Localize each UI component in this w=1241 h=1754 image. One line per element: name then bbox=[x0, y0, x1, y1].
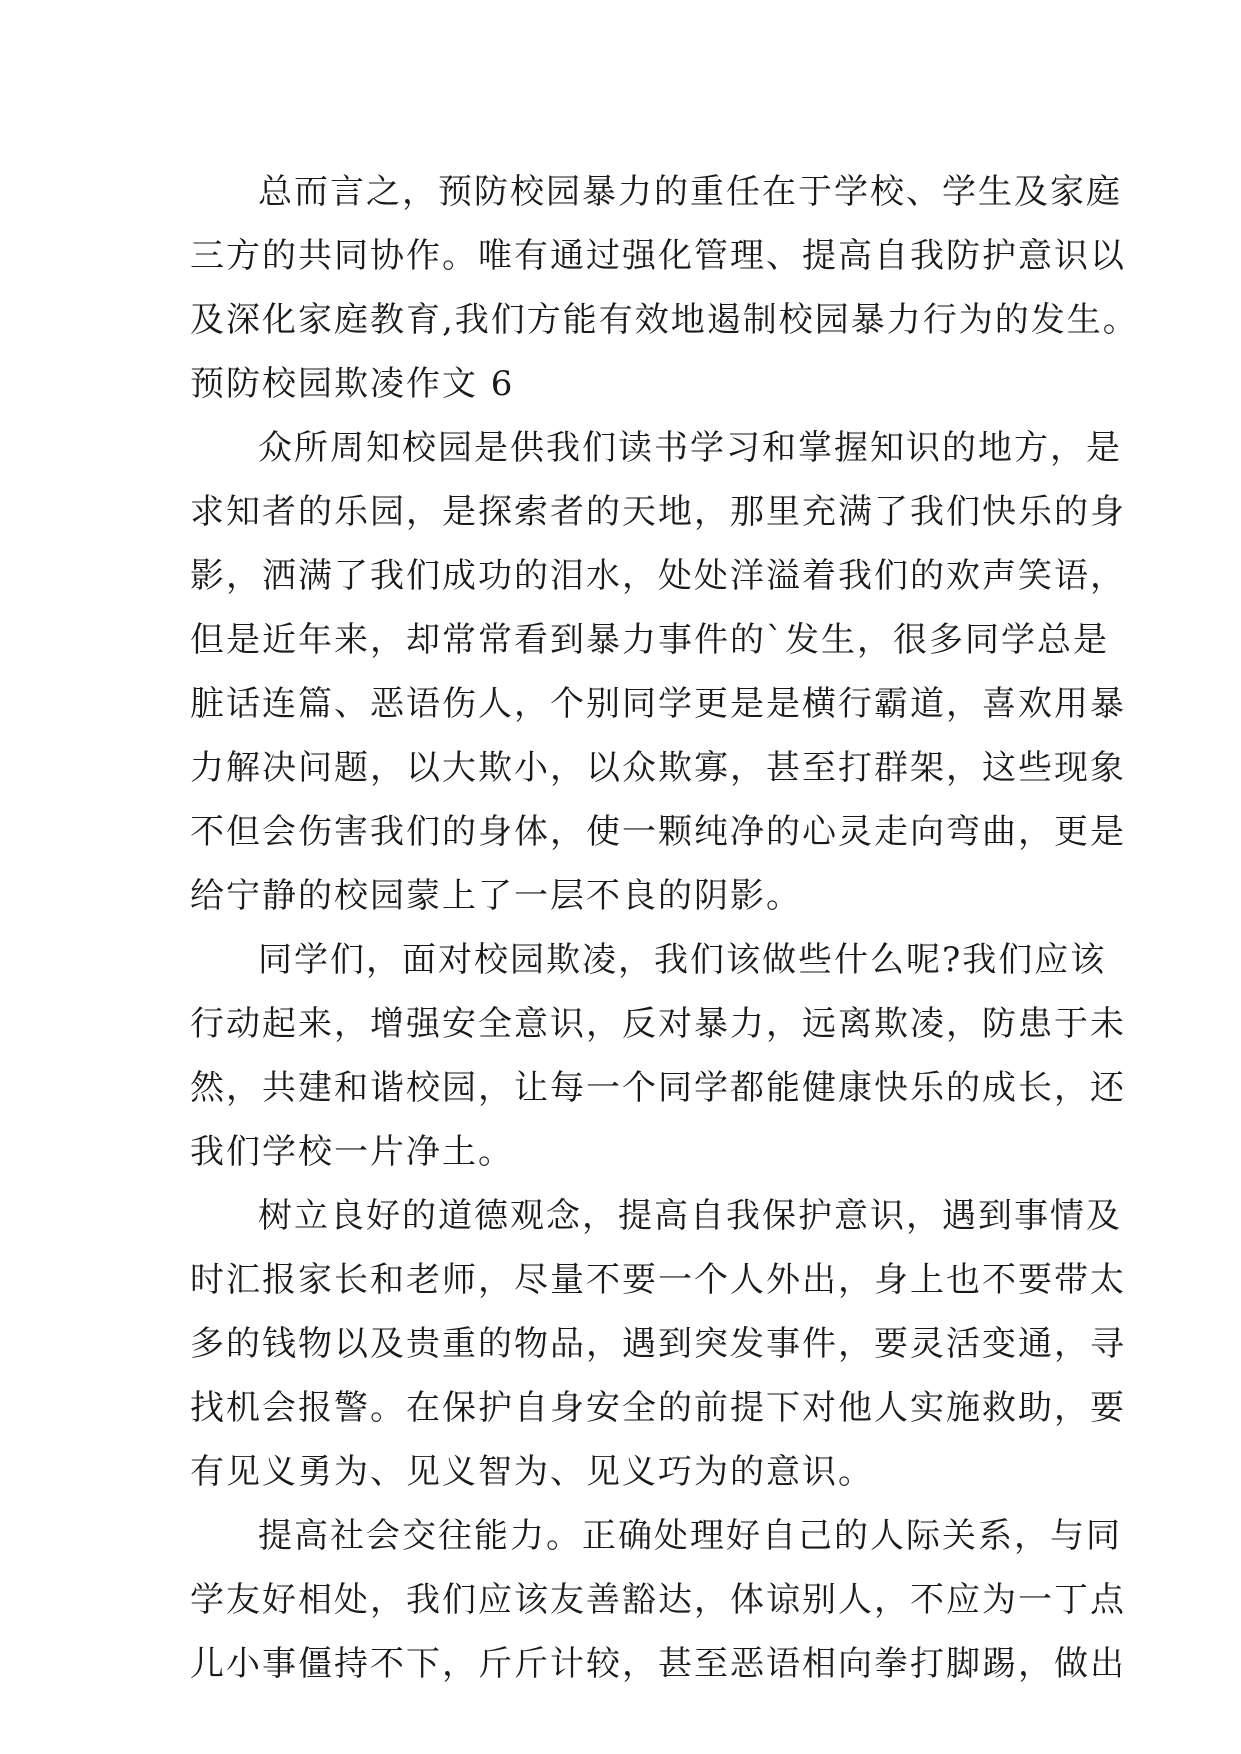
paragraph-2-line-6: 力解决问题，以大欺小，以众欺寡，甚至打群架，这些现象 bbox=[190, 748, 1126, 788]
paragraph-4-line-3: 多的钱物以及贵重的物品，遇到突发事件，要灵活变通，寻 bbox=[190, 1324, 1126, 1364]
paragraph-2-line-7: 不但会伤害我们的身体，使一颗纯净的心灵走向弯曲，更是 bbox=[190, 812, 1126, 852]
paragraph-2-line-2: 求知者的乐园，是探索者的天地，那里充满了我们快乐的身 bbox=[190, 492, 1126, 532]
paragraph-1-line-2: 三方的共同协作。唯有通过强化管理、提高自我防护意识以 bbox=[190, 236, 1126, 276]
paragraph-1-line-3: 及深化家庭教育,我们方能有效地遏制校园暴力行为的发生。 bbox=[190, 300, 1139, 340]
section-heading: 预防校园欺凌作文 6 bbox=[190, 364, 515, 404]
paragraph-4-line-5: 有见义勇为、见义智为、见义巧为的意识。 bbox=[190, 1452, 874, 1492]
paragraph-3-line-4: 我们学校一片净土。 bbox=[190, 1132, 514, 1172]
paragraph-3-line-2: 行动起来，增强安全意识，反对暴力，远离欺凌，防患于未 bbox=[190, 1004, 1126, 1044]
document-body bbox=[190, 160, 1139, 1696]
paragraph-2-line-8: 给宁静的校园蒙上了一层不良的阴影。 bbox=[190, 876, 802, 916]
paragraph-4-line-1: 树立良好的道德观念，提高自我保护意识，遇到事情及 bbox=[258, 1196, 1122, 1236]
paragraph-3-line-1: 同学们，面对校园欺凌，我们该做些什么呢?我们应该 bbox=[258, 940, 1107, 980]
paragraph-2-line-3: 影，洒满了我们成功的泪水，处处洋溢着我们的欢声笑语， bbox=[190, 556, 1126, 596]
paragraph-3-line-3: 然，共建和谐校园，让每一个同学都能健康快乐的成长，还 bbox=[190, 1068, 1126, 1108]
paragraph-1-line-1: 总而言之，预防校园暴力的重任在于学校、学生及家庭 bbox=[258, 172, 1122, 212]
paragraph-4-line-4: 找机会报警。在保护自身安全的前提下对他人实施救助，要 bbox=[190, 1388, 1126, 1428]
paragraph-5-line-2: 学友好相处，我们应该友善豁达，体谅别人，不应为一丁点 bbox=[190, 1580, 1126, 1620]
paragraph-2-line-4: 但是近年来，却常常看到暴力事件的`发生，很多同学总是 bbox=[190, 620, 1109, 660]
paragraph-4-line-2: 时汇报家长和老师，尽量不要一个人外出，身上也不要带太 bbox=[190, 1260, 1126, 1300]
paragraph-2-line-5: 脏话连篇、恶语伤人，个别同学更是是横行霸道，喜欢用暴 bbox=[190, 684, 1126, 724]
paragraph-2-line-1: 众所周知校园是供我们读书学习和掌握知识的地方，是 bbox=[258, 428, 1122, 468]
paragraph-5-line-3: 儿小事僵持不下，斤斤计较，甚至恶语相向拳打脚踢，做出 bbox=[190, 1644, 1126, 1684]
paragraph-5-line-1: 提高社会交往能力。正确处理好自己的人际关系，与同 bbox=[258, 1516, 1122, 1556]
